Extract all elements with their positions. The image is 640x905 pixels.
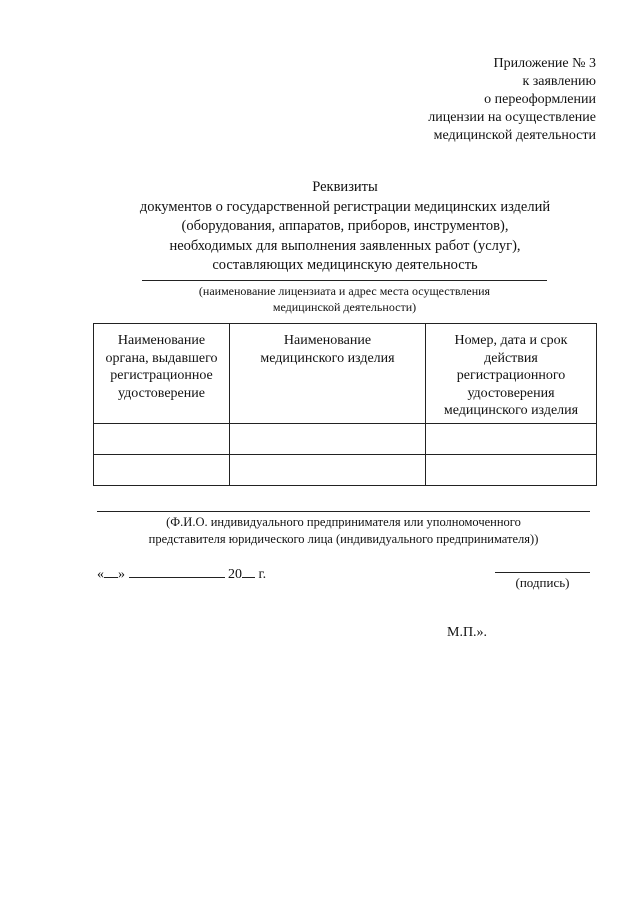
column-header-certificate: Номер, дата и срок действия регистрационного удостоверения медицинского изделия xyxy=(426,324,597,424)
appendix-line: лицензии на осуществление xyxy=(428,110,596,125)
signatory-caption xyxy=(97,514,590,548)
date-close-quote: » xyxy=(118,567,125,582)
table-cell[interactable] xyxy=(94,455,230,486)
table-cell[interactable] xyxy=(426,455,597,486)
signature-caption: (подпись) xyxy=(515,575,570,590)
table-row xyxy=(94,455,597,486)
date-open-quote: « xyxy=(97,567,104,582)
appendix-header xyxy=(336,55,596,145)
table-row xyxy=(94,424,597,455)
registration-table xyxy=(93,323,597,486)
month-fill-line[interactable] xyxy=(129,563,225,578)
table-header-row xyxy=(94,324,597,424)
date-field xyxy=(97,563,266,583)
appendix-line: медицинской деятельности xyxy=(433,128,596,143)
stamp-label: М.П.». xyxy=(447,625,488,640)
licensee-caption xyxy=(142,283,547,315)
title-line: (оборудования, аппаратов, приборов, инструментов), xyxy=(181,218,509,234)
table-cell[interactable] xyxy=(230,455,426,486)
appendix-number: Приложение № 3 xyxy=(493,56,596,71)
caption-line: (Ф.И.О. индивидуального предпринимателя или уполномоченного xyxy=(166,515,521,529)
year-suffix: г. xyxy=(258,567,267,582)
title-line: необходимых для выполнения заявленных работ (услуг), xyxy=(169,237,521,254)
appendix-line: к заявлению xyxy=(522,74,596,89)
caption-line: представителя юридического лица (индивидуального предпринимателя)) xyxy=(148,532,539,546)
day-fill-line[interactable] xyxy=(104,563,118,578)
document-title xyxy=(100,178,590,276)
column-header-device: Наименование медицинского изделия xyxy=(230,324,426,424)
title-line: документов о государственной регистрации медицинских изделий xyxy=(139,198,551,215)
year-prefix: 20 xyxy=(228,567,242,582)
appendix-line: о переоформлении xyxy=(484,92,596,107)
caption-line: медицинской деятельности) xyxy=(272,300,417,314)
column-header-issuer: Наименование органа, выдавшего регистрационное удостоверение xyxy=(94,324,230,424)
signature-fill-line[interactable] xyxy=(495,572,590,573)
title-line: составляющих медицинскую деятельность xyxy=(212,257,478,273)
signatory-fill-line[interactable] xyxy=(97,511,590,512)
title-heading: Реквизиты xyxy=(312,179,378,195)
year-fill-line[interactable] xyxy=(242,563,255,578)
table-cell[interactable] xyxy=(426,424,597,455)
caption-line: (наименование лицензиата и адрес места осуществления xyxy=(198,284,491,298)
licensee-fill-line[interactable] xyxy=(142,280,547,281)
table-cell[interactable] xyxy=(230,424,426,455)
table-cell[interactable] xyxy=(94,424,230,455)
